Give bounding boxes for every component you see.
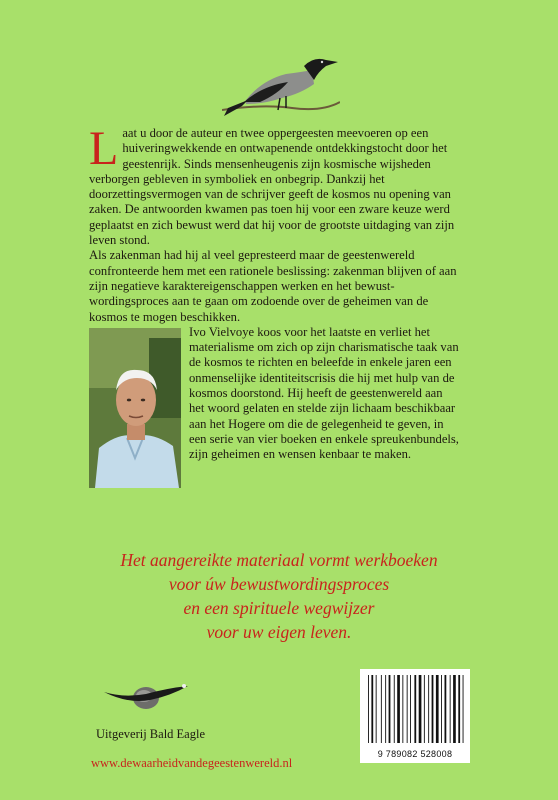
quote-line-1: Het aangereikte materiaal vormt werkboeken [120,550,438,570]
publisher-name: Uitgeverij Bald Eagle [96,727,205,741]
quote-line-3: en een spirituele wegwijzer [183,598,375,618]
barcode-bar [371,675,373,743]
isbn-barcode [360,669,470,763]
barcode-bar [441,675,442,743]
paragraph-3-text: Ivo Vielvoye koos voor het laatste en verliet het materialisme om zich op zijn charismatische taak van de kosmos te richten en beleefde in enkele jaren een onmenselijke identiteitscrisis die hij met hulp van de kosmos doorstond. Hij heeft de geestenwereld aan het woord gelaten en stelde zijn lichaam beschikbaar aan het Hogere om die de gelegenheid te geven, in een serie van vier boeken en enkele spreukenbundels, zijn geheimen en wensen kenbaar te maken. [189,324,459,462]
barcode-bar [414,675,416,743]
drop-cap: L [89,122,119,175]
barcode-bar [381,675,382,743]
intro-text: aat u door de auteur en twee oppergeesten meevoeren op een huiveringwekkende en ontwapenende ontdekkingstocht door het geestenrijk. Sinds mensenheugenis zijn kosmische wijsheden verborgen gebleven in symboliek en onbegrip. Dankzij het doorzettingsvermogen van de schrijver geeft de kosmos nu opening van zaken. De antwoorden kwamen pas toen hij voor een zware keuze werd geplaatst en zich bewust werd dat hij voor de grootste uitdaging van zijn leven stond. [89,126,455,248]
barcode-bar [410,675,411,743]
barcode-bar [376,675,377,743]
barcode-bar [453,675,456,743]
barcode-bar [419,675,422,743]
barcode-bar [436,675,439,743]
barcode-bar [385,675,386,743]
author-photo [89,328,181,488]
barcode-bar [458,675,460,743]
crow-illustration [222,50,340,122]
barcode-bar [402,675,403,743]
barcode-bar [407,675,408,743]
barcode-bar [397,675,400,743]
barcode-bar [450,675,451,743]
barcode-bar [463,675,464,743]
bald-eagle-logo [100,678,190,718]
barcode-bar [445,675,447,743]
paragraph-2: Als zakenman had hij al veel gepresteerd maar de geestenwereld confronteerde hem met een rationele beslissing: zakenman blijven of aan zijn negatieve karaktereigenschappen werken en het bewust-wordingsproces aan te gaan om zodoende over de geheimen van de kosmos te mogen beschikken. [89,248,457,324]
barcode-bar [432,675,434,743]
back-cover-text [89,122,461,488]
barcode-bar [424,675,425,743]
barcode-bar [389,675,391,743]
website-link[interactable]: www.dewaarheidvandegeestenwereld.nl [91,756,293,770]
paragraph-3 [89,325,461,463]
barcode-bar [428,675,429,743]
barcode-bar [394,675,395,743]
intro-paragraph [89,122,461,248]
quote-line-2: voor úw bewustwordingsproces [168,574,390,594]
quote-line-4: voor uw eigen leven. [206,622,352,642]
isbn-number: 9 789082 528008 [377,749,453,759]
highlight-quote [60,548,498,644]
barcode-bar [368,675,369,743]
